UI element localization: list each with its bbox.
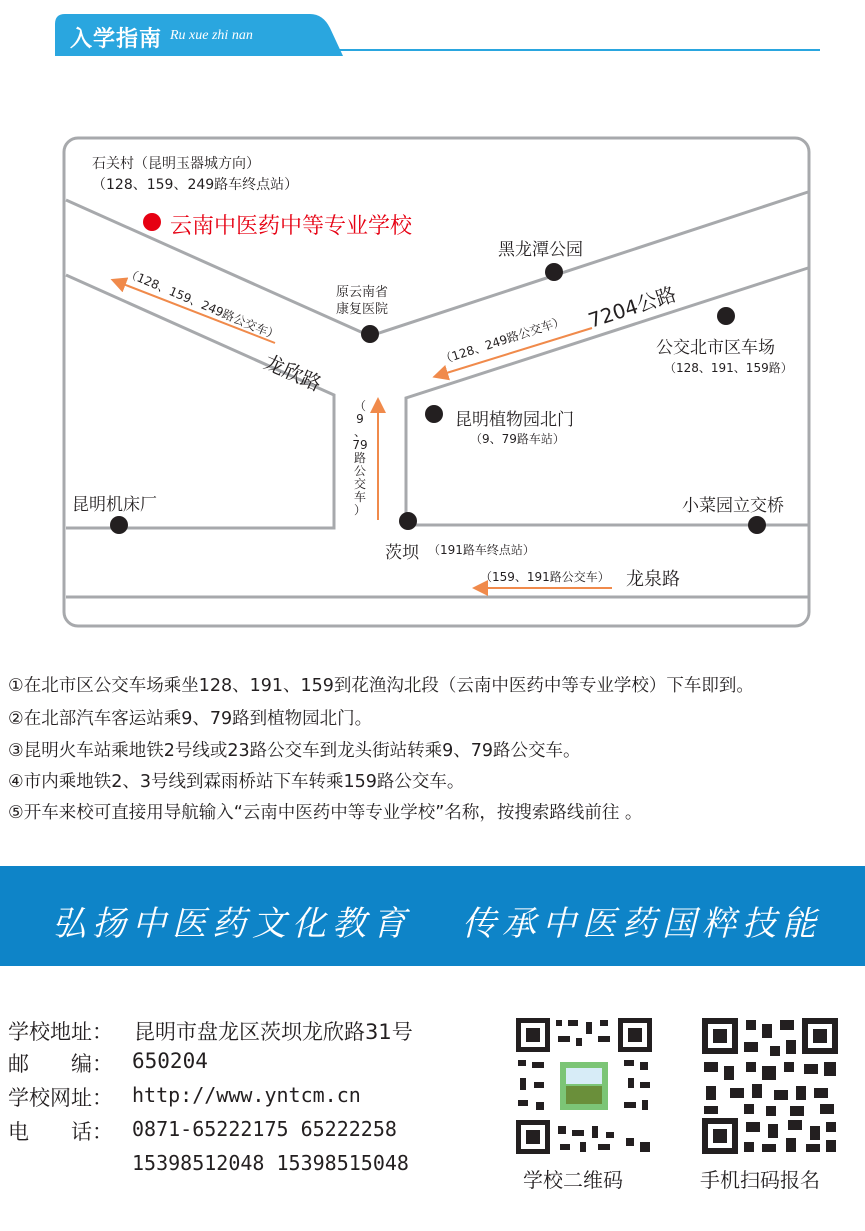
label-botanical-lines: （9、79路车站） [470, 432, 565, 446]
website-label: 学校网址： [8, 1086, 113, 1110]
phone-value-2: 15398512048 15398515048 [132, 1151, 409, 1175]
route-vertical-char: 交 [353, 477, 366, 491]
label-cipa: 茨坝 [385, 543, 419, 563]
phone-label: 电 话： [8, 1120, 113, 1144]
label-shiguancun-bus: （128、159、249路车终点站） [92, 177, 299, 193]
direction-item: ①在北市区公交车场乘坐128、191、159到花渔沟北段（云南中医药中等专业学校）下车即到。 [8, 676, 754, 696]
slogan-left: 弘扬中医药文化教育 [52, 904, 412, 944]
road-name-longxin: 龙欣路 [260, 349, 326, 396]
school-location-dot [143, 213, 161, 231]
route-label-7204: （128、249路公交车） [438, 313, 567, 368]
label-shiguancun: 石关村（昆明玉器城方向） [92, 156, 260, 172]
road-name-longquan: 龙泉路 [626, 569, 680, 590]
school-qr-caption: 学校二维码 [523, 1168, 623, 1192]
route-vertical-char: 公 [353, 464, 366, 478]
label-school: 云南中医药中等专业学校 [170, 214, 413, 239]
label-botanical: 昆明植物园北门 [455, 410, 574, 430]
label-hospital-line2: 康复医院 [336, 302, 389, 317]
route-vertical-char: ） [353, 503, 366, 517]
stop-botanical-dot [425, 405, 443, 423]
direction-item: ⑤开车来校可直接用导航输入“云南中医药中等专业学校”名称，按搜索路线前往 。 [8, 803, 643, 823]
website-link[interactable]: http://www.yntcm.cn [132, 1083, 361, 1107]
postcode-label: 邮 编： [8, 1052, 113, 1076]
label-bus-depot: 公交北市区车场 [656, 338, 775, 358]
route-label-longxin: （128、159、249路公交车） [123, 265, 281, 344]
address-value: 昆明市盘龙区茨坝龙欣路31号 [134, 1020, 413, 1044]
label-hospital-line1: 原云南省 [336, 285, 389, 300]
route-vertical-char: 79 [352, 438, 368, 452]
route-vertical-char: （ [353, 399, 366, 413]
direction-item: ④市内乘地铁2、3号线到霖雨桥站下车转乘159路公交车。 [8, 772, 465, 792]
stop-heilongtan-dot [545, 263, 563, 281]
section-title: 入学指南 [70, 27, 163, 52]
route-vertical-char: 、 [353, 425, 366, 439]
stop-hospital-dot [361, 325, 379, 343]
stop-cipa-dot [399, 512, 417, 530]
road-name-7204: 7204公路 [585, 281, 680, 333]
phone-value-1: 0871-65222175 65222258 [132, 1117, 397, 1141]
label-cipa-terminal: （191路车终点站） [428, 543, 535, 557]
section-subtitle: Ru xue zhi nan [170, 28, 253, 43]
route-vertical-char: 车 [353, 490, 366, 504]
label-machine-factory: 昆明机床厂 [72, 495, 157, 515]
route-label-longquan: （159、191路公交车） [480, 570, 610, 584]
stop-bus-depot-dot [717, 307, 735, 325]
route-vertical-char: 9 [356, 412, 364, 426]
label-heilongtan: 黑龙潭公园 [498, 240, 583, 260]
stop-machine-factory-dot [110, 516, 128, 534]
route-label-vertical [350, 400, 370, 517]
address-label: 学校地址： [8, 1020, 113, 1044]
signup-qr-code[interactable] [700, 1016, 840, 1156]
school-qr-code[interactable] [514, 1016, 654, 1156]
slogan-right: 传承中医药国粹技能 [462, 904, 822, 944]
route-vertical-char: 路 [353, 451, 366, 465]
signup-qr-caption: 手机扫码报名 [700, 1168, 820, 1192]
postcode-value: 650204 [132, 1049, 208, 1073]
label-xiaocaiyuan: 小菜园立交桥 [682, 496, 784, 516]
stop-xiaocaiyuan-dot [748, 516, 766, 534]
label-bus-depot-lines: （128、191、159路） [664, 361, 793, 375]
direction-item: ②在北部汽车客运站乘9、79路到植物园北门。 [8, 709, 373, 729]
direction-item: ③昆明火车站乘地铁2号线或23路公交车到龙头街站转乘9、79路公交车。 [8, 741, 581, 761]
